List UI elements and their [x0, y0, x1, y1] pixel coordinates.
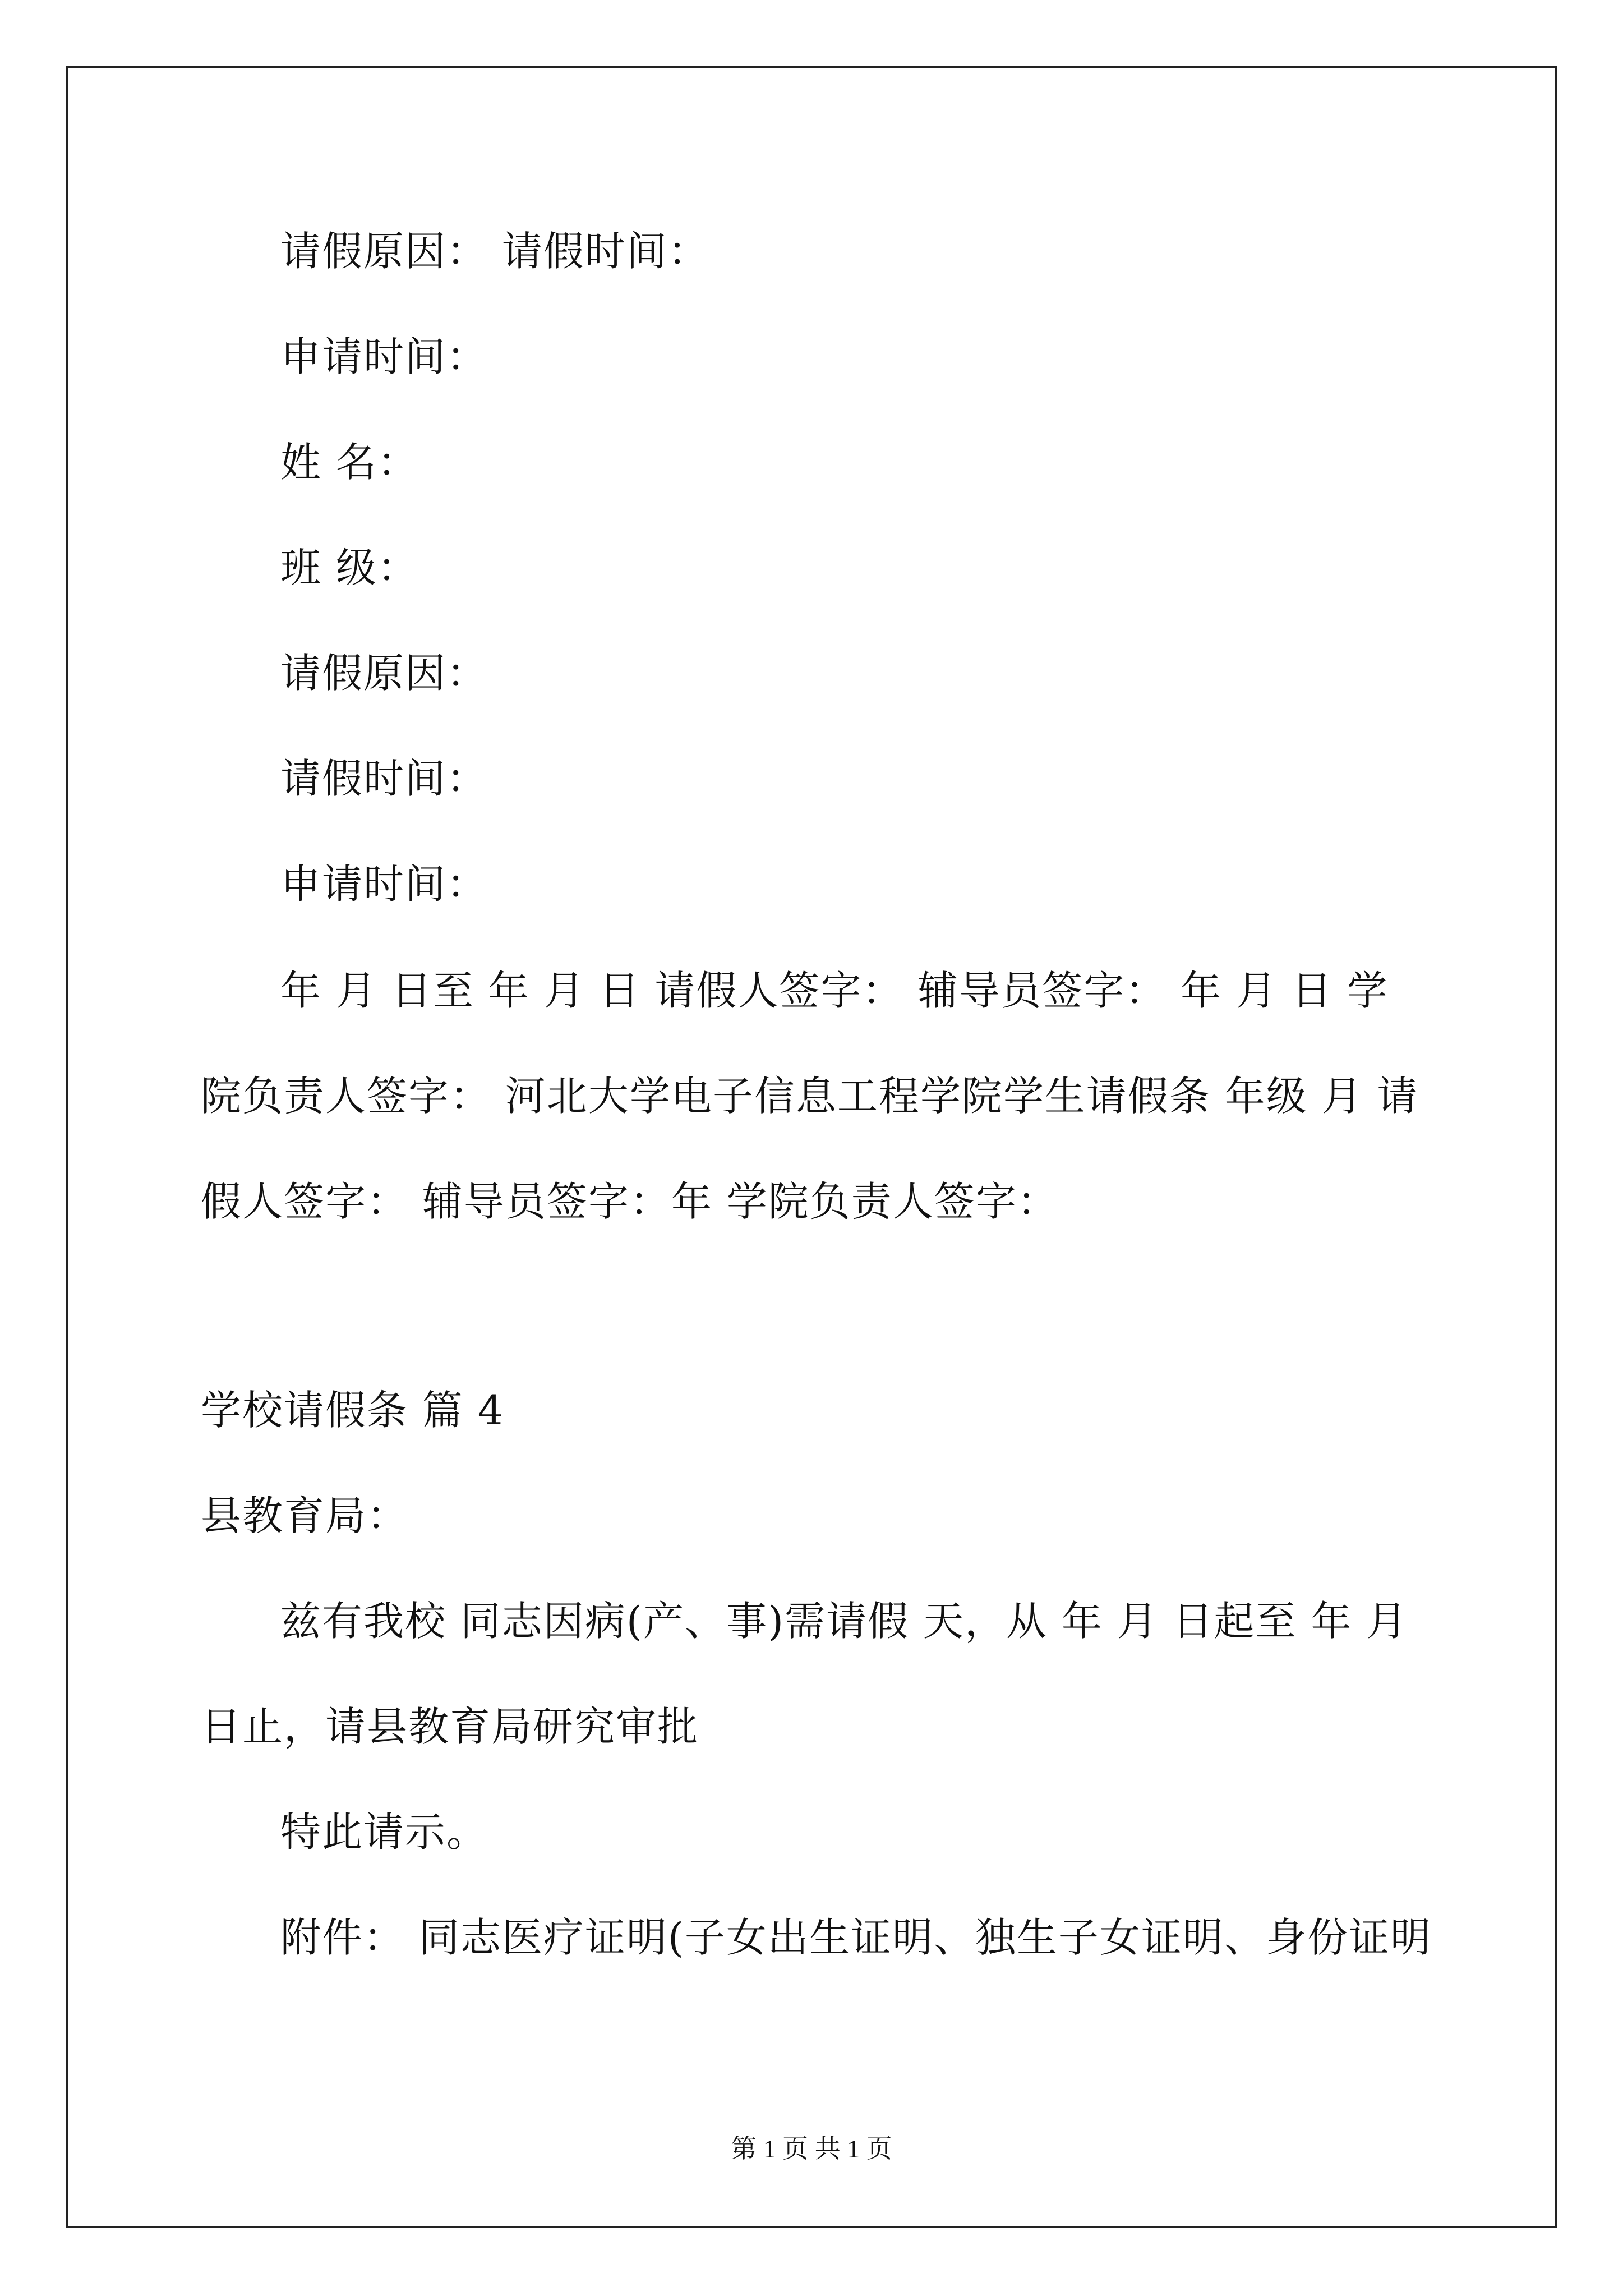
- class-line: 班 级：: [280, 544, 419, 591]
- name-line: 姓 名：: [280, 439, 419, 486]
- attachment-line: 附件： 同志医疗证明(子女出生证明、独生子女证明、身份证明: [280, 1914, 1432, 1961]
- application-time-line-2: 申请时间：: [280, 861, 488, 908]
- leave-reason-time-line: 请假原因： 请假时间：: [280, 228, 709, 275]
- date-signature-line: 年 月 日至 年 月 日 请假人签字： 辅导员签字： 年 月 日 学: [280, 967, 1389, 1014]
- section-heading: 学校请假条 篇 4: [201, 1387, 505, 1434]
- application-time-line: 申请时间：: [280, 333, 488, 380]
- college-signature-line: 院负责人签字： 河北大学电子信息工程学院学生请假条 年级 月 请: [201, 1073, 1419, 1120]
- leave-time-line: 请假时间：: [280, 755, 488, 802]
- page-border: [66, 66, 1557, 2228]
- closing-line: 特此请示。: [280, 1809, 488, 1856]
- request-body-line-1: 兹有我校 同志因病(产、事)需请假 天，从 年 月 日起至 年 月: [280, 1598, 1408, 1645]
- request-body-line-2: 日止，请县教育局研究审批: [201, 1703, 699, 1750]
- signature-continuation-line: 假人签字： 辅导员签字：年 学院负责人签字：: [201, 1178, 1059, 1225]
- addressee-line: 县教育局：: [201, 1492, 409, 1539]
- leave-reason-line: 请假原因：: [280, 650, 488, 697]
- page-footer: 第 1 页 共 1 页: [731, 2134, 892, 2163]
